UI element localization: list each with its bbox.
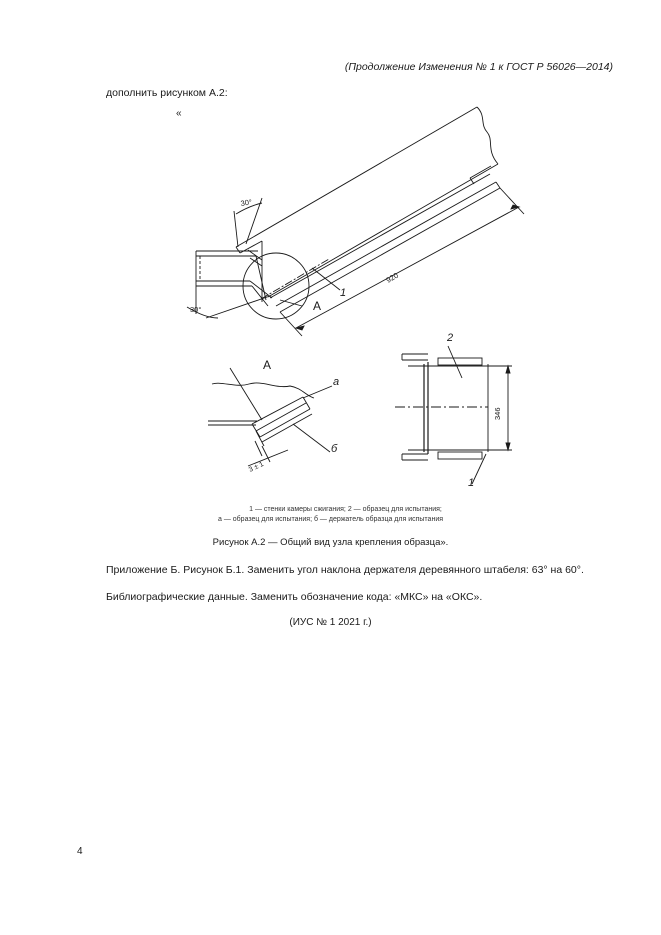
leader-1: [312, 268, 340, 290]
detail-gap-label: 3 ± 1: [247, 460, 265, 474]
holder-plate-line: [280, 188, 500, 312]
detail-label-b: б: [331, 443, 338, 455]
main-view: [187, 107, 524, 336]
angle-left-label: 30°: [190, 305, 202, 314]
sample-bottom-rect: [438, 452, 482, 459]
leader-b: [293, 424, 330, 452]
leader-a: [303, 386, 332, 398]
sample-top-rect: [438, 358, 482, 365]
side-label-1: 1: [468, 477, 475, 489]
view-label-a: A: [313, 299, 322, 313]
legend-line-1: 1 — стенки камеры сжигания; 2 — образец для испытания;: [249, 506, 442, 513]
detail-view: [208, 368, 332, 466]
chamber-wall-lower-line: [268, 164, 498, 297]
main-label-1: 1: [340, 287, 347, 299]
legend-line-2: а — образец для испытания; б — держатель образца для испытания: [217, 516, 444, 523]
continuation-header: (Продолжение Изменения № 1 к ГОСТ Р 56026—2014): [344, 61, 613, 73]
page-number: 4: [77, 846, 83, 857]
figure-caption: Рисунок А.2 — Общий вид узла крепления образца».: [212, 537, 449, 548]
detail-title: A: [263, 358, 272, 372]
detail-label-a: а: [333, 376, 340, 388]
intro-text: дополнить рисунком А.2:: [106, 87, 228, 99]
leader-2: [448, 346, 462, 378]
dim-346-label: 346: [493, 407, 502, 420]
ius-reference: (ИУС № 1 2021 г.): [289, 617, 372, 628]
change-annex-b: Приложение Б. Рисунок Б.1. Заменить угол наклона держателя деревянного штабеля: 63° на 60°.: [106, 564, 584, 576]
opening-quote: «: [176, 108, 182, 119]
dim-920-line: [296, 207, 519, 328]
holder-plate-line: [270, 174, 490, 298]
figure-legend: [0, 505, 661, 525]
change-bibliography: Библиографические данные. Заменить обозначение кода: «МКС» на «ОКС».: [106, 591, 483, 603]
chamber-wall-upper-line: [236, 107, 477, 247]
side-label-2: 2: [447, 332, 454, 344]
detail-break-line: [212, 383, 314, 398]
dim-920-label: 920: [384, 270, 400, 285]
angle-top-label: 30°: [240, 197, 253, 208]
detail-circle: [243, 253, 309, 319]
break-line: [477, 107, 498, 164]
